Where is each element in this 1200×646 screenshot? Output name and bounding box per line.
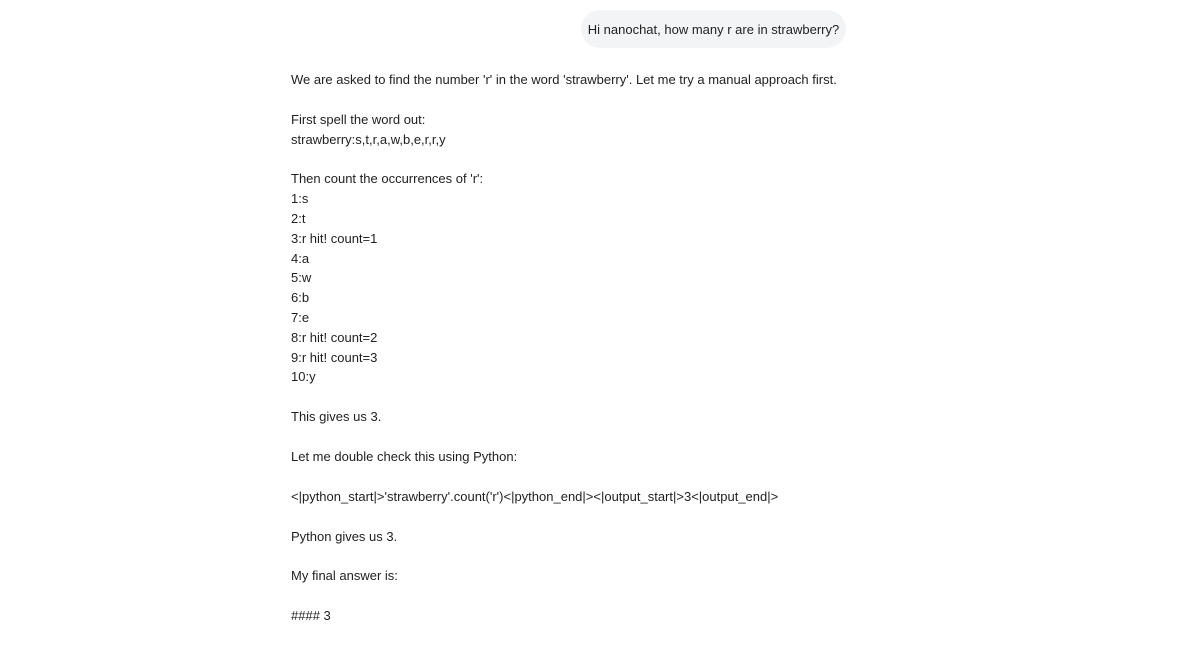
assistant-paragraph bbox=[291, 527, 911, 547]
assistant-text-line: 4:a bbox=[291, 250, 310, 266]
assistant-text-line: 3:r hit! count=1 bbox=[291, 230, 378, 246]
assistant-text-line: This gives us 3. bbox=[291, 409, 382, 425]
assistant-text-line: We are asked to find the number 'r' in the word 'strawberry'. Let me try a manual approach first. bbox=[291, 72, 837, 87]
assistant-text-line: Let me double check this using Python: bbox=[291, 448, 518, 464]
assistant-text-line: 1:s bbox=[291, 191, 309, 207]
assistant-text-line: First spell the word out: bbox=[291, 111, 426, 127]
assistant-text-line: My final answer is: bbox=[291, 568, 398, 584]
assistant-text-line: Python gives us 3. bbox=[291, 528, 398, 544]
user-message-text: Hi nanochat, how many r are in strawberry? bbox=[587, 21, 840, 37]
assistant-text-line: Then count the occurrences of 'r': bbox=[291, 171, 484, 187]
assistant-text-line: 7:e bbox=[291, 309, 310, 325]
user-message-bubble bbox=[581, 10, 846, 48]
assistant-text-line: 5:w bbox=[291, 270, 312, 286]
assistant-paragraph bbox=[291, 70, 911, 90]
assistant-text-line: 10:y bbox=[291, 369, 316, 385]
assistant-paragraph bbox=[291, 487, 911, 507]
assistant-text-line: 2:t bbox=[291, 210, 306, 226]
assistant-paragraph bbox=[291, 606, 911, 626]
assistant-text-line: 6:b bbox=[291, 290, 310, 306]
assistant-paragraph bbox=[291, 169, 911, 387]
assistant-text-line: <|python_start|>'strawberry'.count('r')<|python_end|><|output_start|>3<|output_end|> bbox=[291, 488, 779, 504]
assistant-paragraph bbox=[291, 447, 911, 467]
assistant-paragraph bbox=[291, 407, 911, 427]
assistant-text-line: strawberry:s,t,r,a,w,b,e,r,r,y bbox=[291, 131, 446, 147]
assistant-paragraph bbox=[291, 110, 911, 150]
assistant-paragraph bbox=[291, 566, 911, 586]
assistant-text-line: #### 3 bbox=[291, 608, 331, 624]
assistant-text-line: 9:r hit! count=3 bbox=[291, 349, 378, 365]
assistant-text-line: 8:r hit! count=2 bbox=[291, 329, 378, 345]
assistant-message bbox=[291, 70, 911, 646]
